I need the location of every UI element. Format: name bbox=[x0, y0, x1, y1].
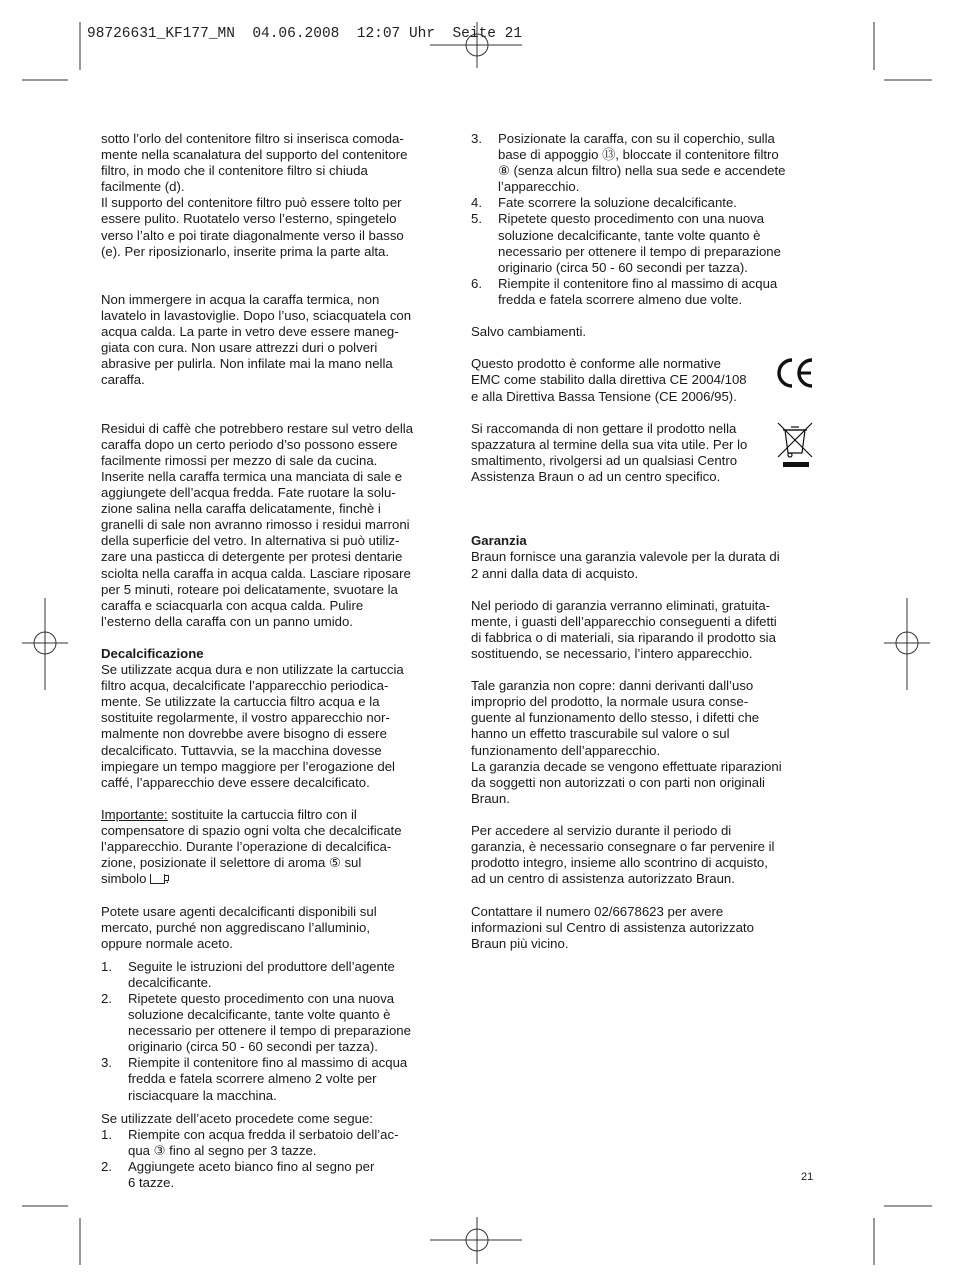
list-item bbox=[101, 991, 446, 1055]
text-line: Riempite il contenitore fino al massimo di acqua bbox=[498, 275, 778, 291]
text-line: mente. Se utilizzate la cartuccia filtro acqua e la bbox=[101, 694, 380, 710]
text-line: funzionamento dell’apparecchio. bbox=[471, 742, 661, 758]
text-line: guente al funzionamento dello stesso, i difetti che bbox=[471, 710, 760, 726]
text-line: facilmente (d). bbox=[101, 179, 185, 195]
text-line: lavatelo in lavastoviglie. Dopo l’uso, sciacquatela con bbox=[101, 308, 412, 324]
text-line: (e). Per riposizionarlo, inserite prima la parte alta. bbox=[101, 243, 390, 259]
ce-compliance-text bbox=[471, 356, 772, 404]
text-line: della superficie del vetro. In alternativa si può utiliz- bbox=[101, 533, 400, 549]
vinegar-steps-list bbox=[101, 1127, 446, 1191]
text-line: 2 anni dalla data di acquisto. bbox=[471, 565, 639, 581]
list-text bbox=[128, 991, 446, 1055]
text-line: caraffa dopo un certo periodo d’so possono essere bbox=[101, 436, 398, 452]
text-line: Braun. bbox=[471, 790, 510, 806]
vinegar-intro: Se utilizzate dell’aceto procedete come segue: bbox=[101, 1110, 373, 1126]
weee-disposal-text bbox=[471, 421, 772, 485]
text-line: abrasive per pulirla. Non infilate mai la mano nella bbox=[101, 356, 393, 372]
text-line: sciolta nella caraffa in acqua calda. Lasciare riposare bbox=[101, 565, 411, 581]
text-line: impiegare un tempo maggiore per l’erogazione del bbox=[101, 758, 395, 774]
paragraph-filter-holder bbox=[101, 131, 446, 260]
text-line: mercato, purché non aggrediscano l’alluminio, bbox=[101, 919, 371, 935]
text-line: Inserite nella caraffa termica una manciata di sale e bbox=[101, 468, 403, 484]
text-line: fredda e fatela scorrere almeno due volte. bbox=[498, 291, 743, 307]
text-line: mente nella scanalatura del supporto del contenitore bbox=[101, 147, 408, 163]
vinegar-steps-list-continued bbox=[471, 131, 816, 308]
text-line: verso l’alto e poi tirate diagonalmente verso il basso bbox=[101, 227, 404, 243]
text-line: Non immergere in acqua la caraffa termica, non bbox=[101, 291, 380, 307]
paragraph-important: Importante: sostituite la cartuccia filtro con il compensatore di spazio ogni volta che decalcificate l’apparecchio. Durante l’operazione di decalcifica- zione, posizionate il selettore di aroma ⑤ sul simbolo . bbox=[101, 807, 446, 887]
text-line: fredda e fatela scorrere almeno 2 volte per bbox=[128, 1071, 377, 1087]
text-line: Posizionate la caraffa, con su il coperchio, sulla bbox=[498, 131, 775, 146]
list-item bbox=[101, 1055, 446, 1103]
list-text bbox=[128, 1127, 446, 1159]
text-line: l’apparecchio. bbox=[498, 179, 580, 195]
list-item bbox=[471, 211, 816, 275]
text-line: sostituite regolarmente, il vostro apparecchio nor- bbox=[101, 710, 390, 726]
list-text bbox=[498, 211, 816, 275]
crossed-bin-icon bbox=[774, 421, 816, 469]
text-line: sotto l’orlo del contenitore filtro si inserisca comoda- bbox=[101, 131, 404, 146]
subject-to-change: Salvo cambiamenti. bbox=[471, 324, 587, 340]
text-line: Questo prodotto è conforme alle normative bbox=[471, 356, 721, 372]
paragraph-descaling-agents bbox=[101, 904, 446, 952]
list-number: 2. bbox=[101, 990, 112, 1006]
text-line: facilmente rimossi per mezzo di sale da cucina. bbox=[101, 452, 378, 468]
text-line: ⑧ (senza alcun filtro) nella sua sede e accendete bbox=[498, 163, 786, 179]
list-text bbox=[498, 131, 816, 195]
text-line: filtro, in modo che il contenitore filtro si chiuda bbox=[101, 163, 368, 179]
ce-compliance-block bbox=[471, 356, 816, 404]
text-line: Ripetete questo procedimento con una nuova bbox=[498, 211, 765, 227]
paragraph-thermal-jug bbox=[101, 292, 446, 389]
text-line: qua ③ fino al segno per 3 tazze. bbox=[128, 1142, 317, 1158]
text-line: risciacquare la macchina. bbox=[128, 1087, 277, 1103]
paragraph-warranty-contact bbox=[471, 904, 816, 952]
text-line: acqua calda. La parte in vetro deve essere maneg- bbox=[101, 324, 399, 340]
text-line: caraffa e sciacquarla con acqua calda. Pulire bbox=[101, 597, 364, 613]
text-line: necessario per ottenere il tempo di preparazione bbox=[128, 1023, 411, 1039]
list-number: 4. bbox=[471, 195, 482, 211]
text-line: EMC come stabilito dalla direttiva CE 2004/108 bbox=[471, 372, 747, 388]
text-line: da soggetti non autorizzati o con parti non originali bbox=[471, 774, 765, 790]
text-line: Assistenza Braun o ad un centro specifico. bbox=[471, 468, 721, 484]
list-item bbox=[471, 195, 816, 211]
text-line: Il supporto del contenitore filtro può essere tolto per bbox=[101, 195, 402, 211]
heading-warranty: Garanzia bbox=[471, 533, 527, 549]
list-text bbox=[128, 959, 446, 991]
text-line: improprio del prodotto, la normale usura conse- bbox=[471, 694, 749, 710]
list-item bbox=[471, 131, 816, 195]
text-line: aggiungete dell’acqua fredda. Fate ruotare la solu- bbox=[101, 485, 396, 501]
list-item bbox=[101, 1127, 446, 1159]
list-number: 6. bbox=[471, 275, 482, 291]
text-line: necessario per ottenere il tempo di preparazione bbox=[498, 243, 781, 259]
text-line: caffé, l’apparecchio deve essere decalcificato. bbox=[101, 774, 370, 790]
paragraph-warranty-duration bbox=[471, 549, 816, 581]
paragraph-warranty-exclusions bbox=[471, 678, 816, 807]
text-line: Si raccomanda di non gettare il prodotto nella bbox=[471, 420, 737, 436]
text-line: Riempite il contenitore fino al massimo di acqua bbox=[128, 1055, 408, 1071]
text-line: Braun più vicino. bbox=[471, 935, 569, 951]
page-number: 21 bbox=[801, 1171, 814, 1183]
important-label: Importante: bbox=[101, 806, 168, 822]
text-line: base di appoggio ⑬, bloccate il contenitore filtro bbox=[498, 147, 779, 163]
list-item bbox=[101, 959, 446, 991]
right-column bbox=[471, 131, 816, 952]
descaling-steps-list bbox=[101, 959, 446, 1104]
text-line: smaltimento, rivolgersi ad un qualsiasi Centro bbox=[471, 452, 738, 468]
text-line: Contattare il numero 02/6678623 per avere bbox=[471, 903, 724, 919]
text-line: giata con cura. Non usare attrezzi duri o polveri bbox=[101, 340, 378, 356]
text-line: Fate scorrere la soluzione decalcificante. bbox=[498, 195, 737, 211]
list-item bbox=[471, 276, 816, 308]
text-line: di fabbrica o di materiali, sia riparando il prodotto sia bbox=[471, 629, 776, 645]
list-number: 3. bbox=[471, 131, 482, 146]
text-line: filtro acqua, decalcificate l’apparecchio periodica- bbox=[101, 678, 389, 694]
list-item bbox=[101, 1159, 446, 1191]
list-number: 3. bbox=[101, 1055, 112, 1071]
list-text bbox=[128, 1159, 446, 1191]
paragraph-warranty-coverage bbox=[471, 598, 816, 662]
text-line: prodotto integro, insieme allo scontrino di acquisto, bbox=[471, 855, 768, 871]
paragraph-coffee-residue bbox=[101, 421, 446, 630]
text-line: caraffa. bbox=[101, 372, 145, 388]
text-line: soluzione decalcificante, tante volte quanto è bbox=[128, 1007, 391, 1023]
text-line: sostituendo, se necessario, l’intero apparecchio. bbox=[471, 646, 753, 661]
text-line: per 5 minuti, roteare poi delicatamente, svuotare la bbox=[101, 581, 398, 597]
text-line: Ripetete questo procedimento con una nuova bbox=[128, 990, 395, 1006]
text-line: garanzia, è necessario consegnare o far pervenire il bbox=[471, 839, 775, 855]
paragraph-decalcification bbox=[101, 662, 446, 791]
text-line: Se utilizzate acqua dura e non utilizzate la cartuccia bbox=[101, 662, 404, 678]
text-line: Per accedere al servizio durante il periodo di bbox=[471, 823, 732, 839]
ce-mark-icon bbox=[774, 356, 816, 390]
text-line: essere pulito. Ruotatelo verso l’esterno, spingetelo bbox=[101, 211, 397, 227]
text-line: Residui di caffè che potrebbero restare sul vetro della bbox=[101, 420, 414, 436]
text-line: Riempite con acqua fredda il serbatoio dell’ac- bbox=[128, 1126, 399, 1142]
text-line: originario (circa 50 - 60 secondi per tazza). bbox=[498, 259, 748, 275]
text-line: e alla Direttiva Bassa Tensione (CE 2006/95). bbox=[471, 388, 737, 404]
list-number: 5. bbox=[471, 211, 482, 227]
text-line: compensatore di spazio ogni volta che decalcificate bbox=[101, 823, 402, 839]
paragraph-warranty-service bbox=[471, 823, 816, 887]
text-line: Aggiungete aceto bianco fino al segno per bbox=[128, 1158, 375, 1174]
text-line: oppure normale aceto. bbox=[101, 935, 233, 951]
text-line: granelli di sale non avranno rimosso i residui marroni bbox=[101, 517, 410, 533]
list-number: 1. bbox=[101, 958, 112, 974]
text-line: zare una pasticca di detergente per protesi dentarie bbox=[101, 549, 403, 565]
text-line: l’esterno della caraffa con un panno umido. bbox=[101, 613, 353, 629]
text-line: hanno un effetto trascurabile sul valore o sul bbox=[471, 726, 730, 742]
heading-decalcification: Decalcificazione bbox=[101, 646, 204, 661]
text-line: mente, i guasti dell’apparecchio conseguenti a difetti bbox=[471, 613, 777, 629]
left-column bbox=[101, 131, 446, 1191]
print-slug: 98726631_KF177_MN 04.06.2008 12:07 Uhr Seite 21 bbox=[87, 26, 523, 42]
text-line: decalcificante. bbox=[128, 974, 212, 990]
text-line: decalcificato. Tuttavvia, se la macchina dovesse bbox=[101, 742, 382, 758]
text-line: spazzatura al termine della sua vita utile. Per lo bbox=[471, 436, 748, 452]
list-text bbox=[498, 195, 816, 211]
text-line: Nel periodo di garanzia verranno eliminati, gratuita- bbox=[471, 597, 771, 613]
cup-symbol-icon bbox=[150, 874, 165, 884]
list-text bbox=[498, 276, 816, 308]
text-line: ad un centro di assistenza autorizzato Braun. bbox=[471, 871, 735, 887]
list-text bbox=[128, 1055, 446, 1103]
text-line: Potete usare agenti decalcificanti disponibili sul bbox=[101, 903, 377, 919]
text-line: Seguite le istruzioni del produttore dell’agente bbox=[128, 958, 395, 974]
text-line: Braun fornisce una garanzia valevole per la durata di bbox=[471, 549, 780, 565]
list-number: 2. bbox=[101, 1158, 112, 1174]
text-line: zione salina nella caraffa delicatamente, finchè i bbox=[101, 501, 381, 517]
text-line: Tale garanzia non copre: danni derivanti dall’uso bbox=[471, 678, 754, 694]
text-line: 6 tazze. bbox=[128, 1175, 175, 1190]
text-line: l’apparecchio. Durante l’operazione di decalcifica- bbox=[101, 839, 392, 855]
text-line: La garanzia decade se vengono effettuate riparazioni bbox=[471, 758, 782, 774]
weee-disposal-block bbox=[471, 421, 816, 485]
list-number: 1. bbox=[101, 1126, 112, 1142]
text-line: soluzione decalcificante, tante volte quanto è bbox=[498, 227, 761, 243]
text-line: informazioni sul Centro di assistenza autorizzato bbox=[471, 919, 754, 935]
text-line: zione, posizionate il selettore di aroma ⑤ sul bbox=[101, 855, 362, 871]
text-line: originario (circa 50 - 60 secondi per tazza). bbox=[128, 1039, 378, 1055]
text-line: malmente non dovrebbe avere bisogno di essere bbox=[101, 726, 387, 742]
